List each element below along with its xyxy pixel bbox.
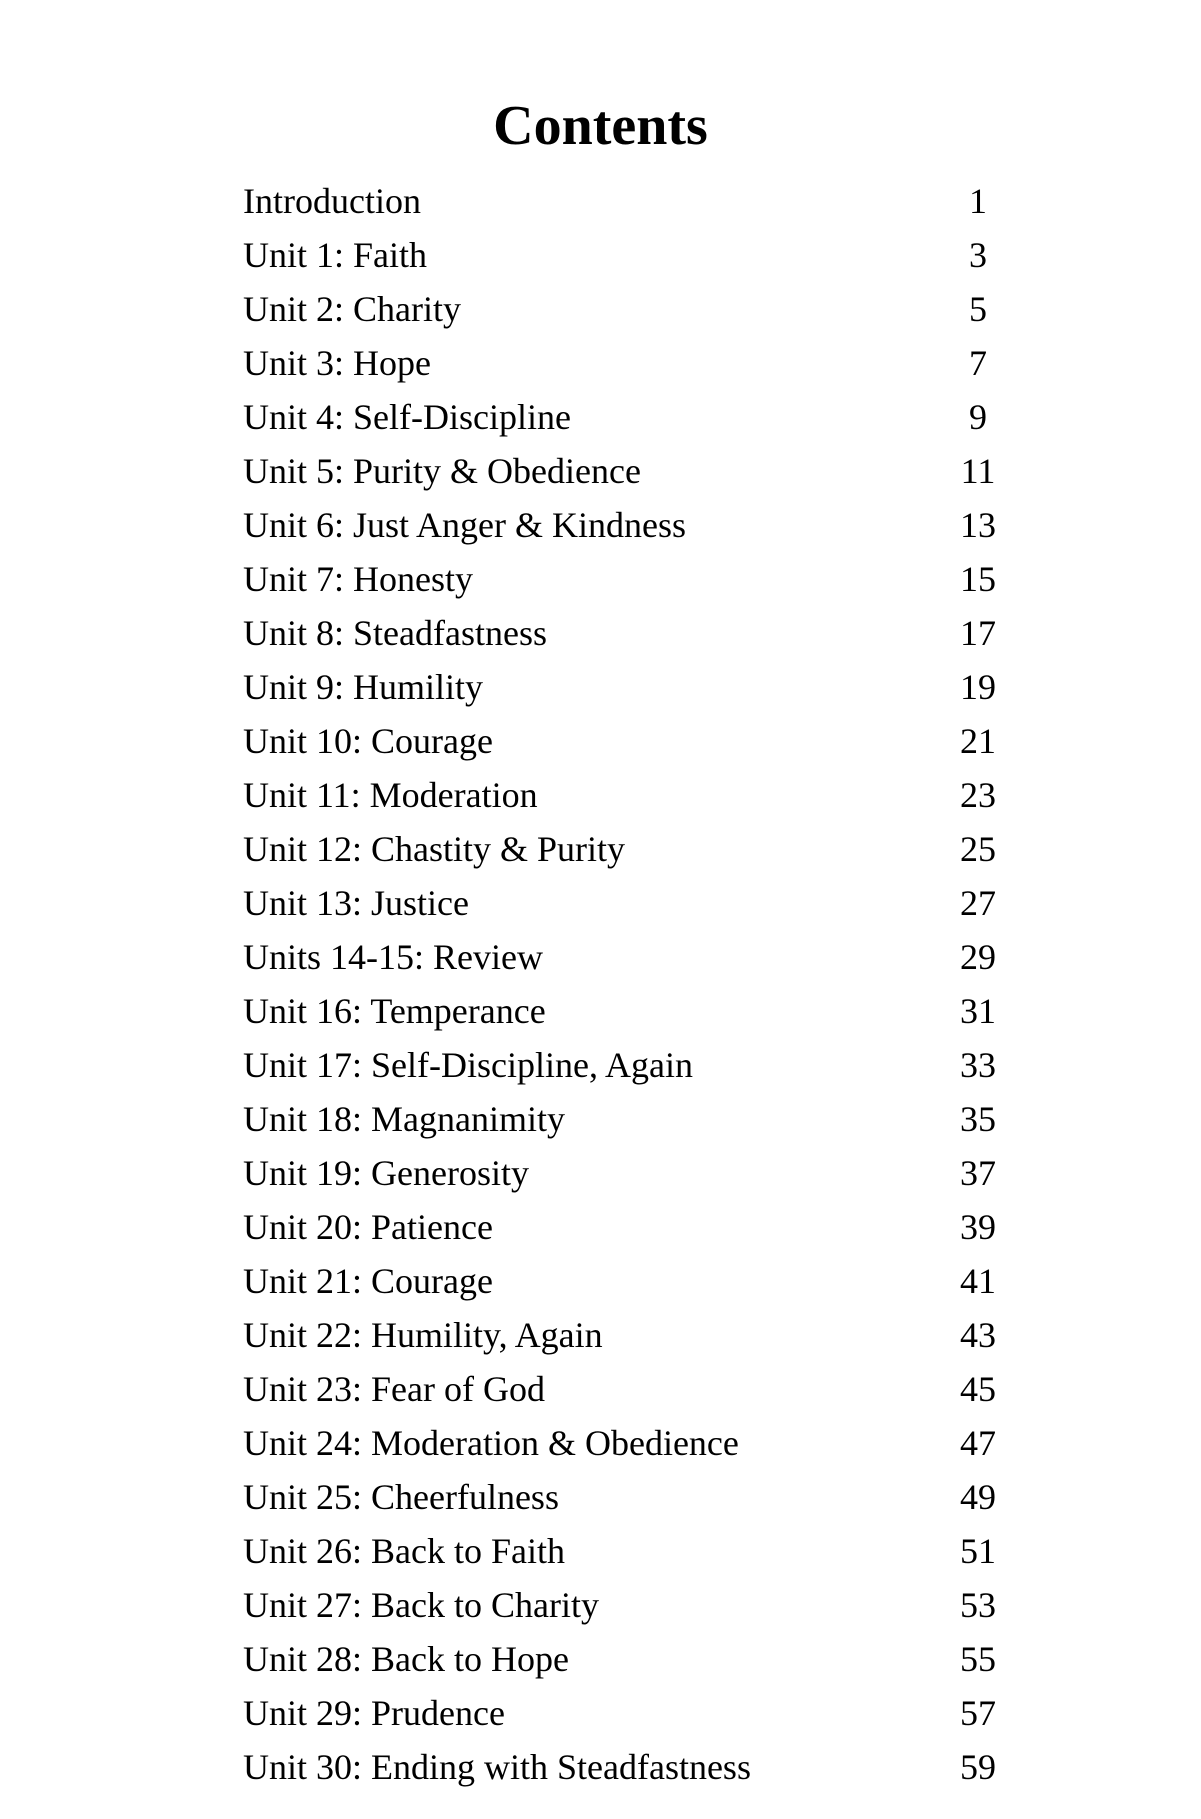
toc-entry [243, 1092, 1010, 1146]
toc-entry-label: Unit 30: Ending with Steadfastness [243, 1747, 751, 1787]
toc-entry-label: Unit 16: Temperance [243, 991, 546, 1031]
toc-entry-label: Introduction [243, 181, 421, 221]
toc-entry [243, 228, 1010, 282]
toc-entry [243, 552, 1010, 606]
page-title: Contents [493, 95, 708, 157]
toc-entry [243, 174, 1010, 228]
toc-entry-label: Unit 27: Back to Charity [243, 1585, 599, 1625]
toc-entry [243, 1416, 1010, 1470]
toc-entry-page-number: 55 [960, 1639, 996, 1679]
toc-entry-label: Unit 20: Patience [243, 1207, 493, 1247]
toc-entry [243, 768, 1010, 822]
toc-entry-label: Unit 19: Generosity [243, 1153, 529, 1193]
toc-entry-label: Unit 23: Fear of God [243, 1369, 545, 1409]
toc-entry-page-number: 9 [969, 397, 987, 437]
toc-entry-page-number: 51 [960, 1531, 996, 1571]
toc-entry-page-number: 31 [960, 991, 996, 1031]
toc-entry-page-number: 23 [960, 775, 996, 815]
toc-entry [243, 822, 1010, 876]
toc-entry-label: Unit 10: Courage [243, 721, 493, 761]
toc-entry [243, 498, 1010, 552]
toc-entry-page-number: 19 [960, 667, 996, 707]
toc-entry [243, 1362, 1010, 1416]
toc-entry-page-number: 39 [960, 1207, 996, 1247]
toc-entry-page-number: 37 [960, 1153, 996, 1193]
toc-entry [243, 1632, 1010, 1686]
toc-entry [243, 714, 1010, 768]
toc-entry [243, 1470, 1010, 1524]
toc-entry-page-number: 11 [960, 451, 996, 491]
toc-entry-label: Unit 7: Honesty [243, 559, 473, 599]
toc-entry-page-number: 15 [960, 559, 996, 599]
toc-entry-label: Unit 22: Humility, Again [243, 1315, 603, 1355]
toc-entry-label: Unit 2: Charity [243, 289, 461, 329]
toc-entry-page-number: 47 [960, 1423, 996, 1463]
toc-entry-label: Unit 26: Back to Faith [243, 1531, 565, 1571]
toc-entry [243, 660, 1010, 714]
toc-entry-page-number: 27 [960, 883, 996, 923]
toc-entry [243, 336, 1010, 390]
toc-entry-label: Unit 6: Just Anger & Kindness [243, 505, 687, 545]
toc-entry-page-number: 13 [960, 505, 996, 545]
toc-entry-page-number: 33 [960, 1045, 996, 1085]
toc-entry [243, 606, 1010, 660]
toc-entry-page-number: 29 [960, 937, 996, 977]
toc-entry [243, 876, 1010, 930]
toc-entry-page-number: 57 [960, 1693, 996, 1733]
toc-entry-label: Unit 28: Back to Hope [243, 1639, 569, 1679]
toc-entry-page-number: 17 [960, 613, 996, 653]
toc-entry-page-number: 7 [969, 343, 987, 383]
toc-entry-page-number: 45 [960, 1369, 996, 1409]
toc-entry-label: Unit 18: Magnanimity [243, 1099, 565, 1139]
toc-entry-label: Unit 13: Justice [243, 883, 469, 923]
toc-entry-page-number: 3 [969, 235, 987, 275]
toc-entry-page-number: 49 [960, 1477, 996, 1517]
toc-entry-label: Unit 21: Courage [243, 1261, 493, 1301]
toc-entry [243, 444, 1010, 498]
toc-entry-page-number: 35 [960, 1099, 996, 1139]
toc-entry [243, 390, 1010, 444]
toc-entry [243, 984, 1010, 1038]
toc-entry [243, 1038, 1010, 1092]
toc-entry [243, 1578, 1010, 1632]
toc-entry-page-number: 43 [960, 1315, 996, 1355]
toc-entry [243, 1524, 1010, 1578]
toc-entry-page-number: 5 [969, 289, 987, 329]
toc-entry-label: Unit 4: Self-Discipline [243, 397, 571, 437]
toc-entry-page-number: 59 [960, 1747, 996, 1787]
toc-entry-label: Unit 9: Humility [243, 667, 484, 707]
toc-entry-label: Unit 25: Cheerfulness [243, 1477, 559, 1517]
toc-entry-page-number: 53 [960, 1585, 996, 1625]
toc-entry [243, 1200, 1010, 1254]
toc-entry-page-number: 41 [960, 1261, 996, 1301]
toc-entry-page-number: 21 [960, 721, 996, 761]
toc-entry-label: Unit 3: Hope [243, 343, 431, 383]
toc-entry-label: Unit 29: Prudence [243, 1693, 505, 1733]
toc-entry [243, 1740, 1010, 1794]
contents-page [0, 94, 1201, 1819]
toc-list [0, 174, 1201, 1794]
toc-entry-label: Unit 12: Chastity & Purity [243, 829, 626, 869]
toc-entry [243, 282, 1010, 336]
toc-entry-page-number: 1 [969, 181, 987, 221]
toc-entry-label: Unit 8: Steadfastness [243, 613, 547, 653]
toc-entry-label: Unit 17: Self-Discipline, Again [243, 1045, 693, 1085]
toc-entry-label: Unit 11: Moderation [243, 775, 538, 815]
toc-entry-label: Unit 1: Faith [243, 235, 428, 275]
toc-entry [243, 930, 1010, 984]
toc-entry [243, 1254, 1010, 1308]
toc-entry-page-number: 25 [960, 829, 996, 869]
toc-entry [243, 1146, 1010, 1200]
toc-entry [243, 1686, 1010, 1740]
toc-entry [243, 1308, 1010, 1362]
toc-entry-label: Unit 5: Purity & Obedience [243, 451, 641, 491]
toc-entry-label: Units 14-15: Review [243, 937, 543, 977]
toc-entry-label: Unit 24: Moderation & Obedience [243, 1423, 739, 1463]
